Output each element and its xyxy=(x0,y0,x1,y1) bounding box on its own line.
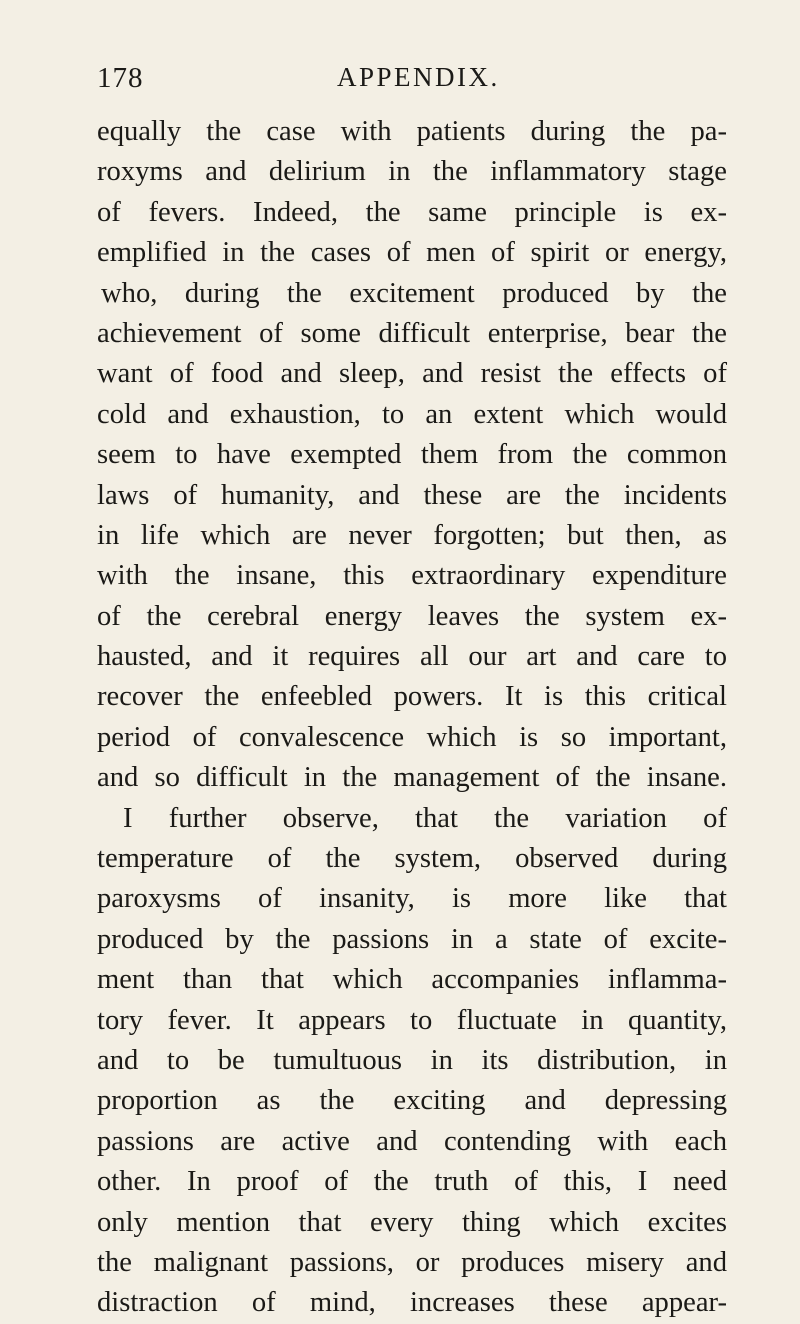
text-line: achievement of some difficult enterprise, bear the xyxy=(97,317,727,349)
text-line: seem to have exempted them from the common xyxy=(97,439,727,471)
page-number: 178 xyxy=(97,62,144,94)
text-line: only mention that every thing which excites xyxy=(97,1206,727,1238)
text-line: the malignant passions, or produces misery and xyxy=(97,1246,727,1278)
text-line: emplified in the cases of men of spirit or energy, xyxy=(97,237,727,269)
text-line: cold and exhaustion, to an extent which would xyxy=(97,398,727,430)
running-head xyxy=(97,62,727,102)
body-text xyxy=(97,112,727,1324)
text-line: other. In proof of the truth of this, I need xyxy=(97,1166,727,1198)
text-line: distraction of mind, increases these appear- xyxy=(97,1287,727,1319)
text-line: laws of humanity, and these are the incidents xyxy=(97,479,727,511)
text-line: roxyms and delirium in the inflammatory stage xyxy=(97,156,727,188)
text-line: of fevers. Indeed, the same principle is ex- xyxy=(97,196,727,228)
text-line: in life which are never forgotten; but then, as xyxy=(97,519,727,551)
text-line: with the insane, this extraordinary expenditure xyxy=(97,560,727,592)
text-line: passions are active and contending with each xyxy=(97,1125,727,1157)
text-line: and so difficult in the management of the insane. xyxy=(97,762,727,794)
text-line: tory fever. It appears to fluctuate in quantity, xyxy=(97,1004,727,1036)
text-line: want of food and sleep, and resist the effects of xyxy=(97,358,727,390)
text-line: produced by the passions in a state of excite- xyxy=(97,923,727,955)
text-line: paroxysms of insanity, is more like that xyxy=(97,883,727,915)
text-line: hausted, and it requires all our art and care to xyxy=(97,641,727,673)
text-line: and to be tumultuous in its distribution, in xyxy=(97,1044,727,1076)
text-line: who, during the excitement produced by the xyxy=(101,277,727,309)
text-line: proportion as the exciting and depressing xyxy=(97,1085,727,1117)
running-head-title: APPENDIX. xyxy=(337,62,500,92)
text-line: equally the case with patients during the pa- xyxy=(97,116,727,147)
text-line: of the cerebral energy leaves the system ex- xyxy=(97,600,727,632)
text-line: recover the enfeebled powers. It is this critical xyxy=(97,681,727,713)
text-line: period of convalescence which is so important, xyxy=(97,721,727,753)
text-line: ment than that which accompanies inflamma- xyxy=(97,964,727,996)
text-line: temperature of the system, observed during xyxy=(97,843,727,875)
text-line: I further observe, that the variation of xyxy=(123,802,727,834)
